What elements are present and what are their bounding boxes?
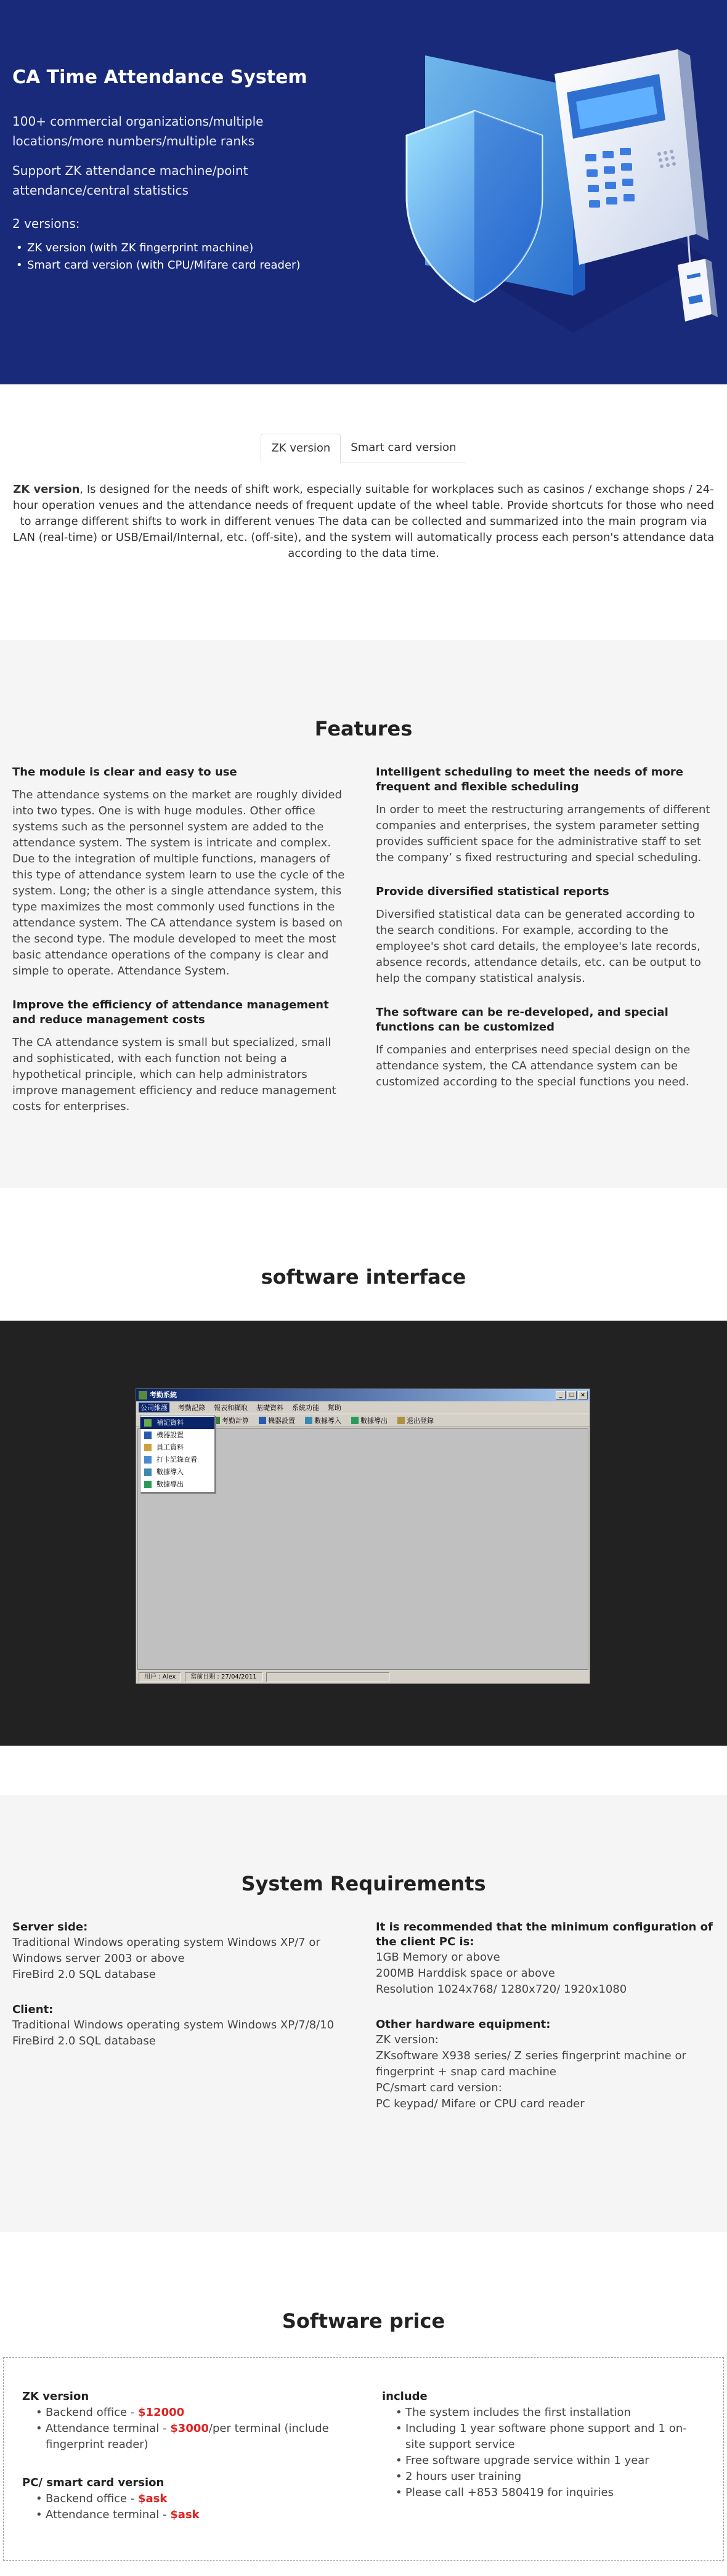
software-price-title: Software price bbox=[282, 2309, 445, 2333]
hero-description-1: 100+ commercial organizations/multiple locations/more numbers/multiple ranks bbox=[12, 114, 264, 148]
zk-price-list bbox=[35, 2405, 345, 2453]
hero-version-item: • Smart card version (with CPU/Mifare card reader) bbox=[12, 257, 357, 274]
feature-heading: Provide diversified statistical reports bbox=[376, 885, 609, 898]
feature-item bbox=[376, 885, 715, 987]
include-item: • The system includes the first installation bbox=[394, 2405, 705, 2421]
dropdown-label: 補記資料 bbox=[156, 1419, 184, 1427]
toolbar-label: 數據導入 bbox=[314, 1417, 341, 1425]
import-icon bbox=[305, 1417, 312, 1424]
close-icon[interactable]: × bbox=[578, 1391, 588, 1399]
hero-text bbox=[12, 67, 357, 274]
tab-smart-card-version[interactable]: Smart card version bbox=[351, 441, 457, 454]
server-side-heading: Server side: bbox=[12, 1921, 88, 1934]
price-label: Attendance terminal - bbox=[46, 2422, 171, 2435]
price-suffix: /per terminal (include fingerprint reader) bbox=[46, 2422, 329, 2451]
app-titlebar bbox=[136, 1389, 590, 1401]
hero-title: CA Time Attendance System bbox=[12, 67, 307, 88]
app-menubar bbox=[136, 1401, 590, 1414]
hero-versions-label: 2 versions: bbox=[12, 216, 80, 231]
dropdown-label: 員工資料 bbox=[156, 1443, 184, 1451]
price-value: $3000 bbox=[170, 2422, 209, 2435]
menu-item[interactable]: 系統功能 bbox=[292, 1404, 319, 1412]
feature-heading: Improve the efficiency of attendance management and reduce management costs bbox=[12, 998, 329, 1026]
import-icon bbox=[144, 1468, 152, 1476]
price-item bbox=[35, 2405, 345, 2421]
feature-item bbox=[376, 1005, 715, 1090]
export-icon bbox=[351, 1417, 359, 1424]
menu-item[interactable]: 幫助 bbox=[328, 1404, 341, 1412]
maximize-icon[interactable]: □ bbox=[567, 1391, 577, 1399]
price-box bbox=[3, 2357, 724, 2561]
export-icon bbox=[144, 1481, 152, 1488]
dropdown-item[interactable] bbox=[140, 1454, 214, 1466]
feature-text: The attendance systems on the market are roughly divided into two types. One is with huge modules. Other office systems such as the personnel system are added to the attendance system. The system is intricate and complex. Due to the integration of multiple functions, managers of this type of attendance system learn to use the cycle of the system. Long; the other is a single attendance system, this type maximizes the most commonly used functions in the attendance system. The CA attendance system is based on the second type. The module developed to meet the most basic attendance operations of the company is clear and simple to operate. Attendance System. bbox=[12, 788, 345, 978]
tab-zk-version[interactable]: ZK version bbox=[261, 434, 341, 463]
menu-item[interactable]: 公司維護 bbox=[139, 1403, 169, 1412]
dropdown-item[interactable] bbox=[140, 1441, 214, 1454]
price-label: Backend office - bbox=[46, 2406, 139, 2419]
version-tabs-section bbox=[0, 384, 727, 640]
features-left-column bbox=[12, 765, 351, 1133]
software-screenshot-frame bbox=[0, 1321, 727, 1746]
dropdown-item[interactable] bbox=[140, 1466, 214, 1478]
price-item bbox=[35, 2421, 345, 2453]
system-requirements-grid bbox=[0, 1920, 727, 2132]
status-date: 當前日期 : 27/04/2011 bbox=[185, 1672, 262, 1682]
sysreq-left-column bbox=[12, 1920, 351, 2132]
price-item bbox=[35, 2507, 345, 2523]
dropdown-label: 數據導出 bbox=[156, 1480, 184, 1488]
dropdown-item[interactable] bbox=[140, 1417, 214, 1429]
price-label: Attendance terminal - bbox=[46, 2508, 171, 2521]
server-line: FireBird 2.0 SQL database bbox=[12, 1968, 156, 1981]
client-line: FireBird 2.0 SQL database bbox=[12, 2035, 156, 2047]
min-config-block bbox=[376, 1920, 715, 1998]
hero-banner bbox=[0, 0, 727, 384]
status-empty bbox=[266, 1672, 389, 1682]
app-statusbar bbox=[136, 1671, 590, 1683]
user-icon bbox=[144, 1444, 152, 1451]
min-config-line: Resolution 1024x768/ 1280x720/ 1920x1080 bbox=[376, 1983, 627, 1996]
feature-heading: The module is clear and easy to use bbox=[12, 766, 237, 779]
software-interface-section bbox=[0, 1188, 727, 1746]
min-config-line: 1GB Memory or above bbox=[376, 1951, 500, 1964]
status-user: 用戶 : Alex bbox=[139, 1672, 181, 1682]
toolbar-label: 數據導出 bbox=[360, 1417, 388, 1425]
menu-item[interactable]: 基礎資料 bbox=[256, 1404, 283, 1412]
feature-item bbox=[12, 765, 351, 979]
hardware-line: PC keypad/ Mifare or CPU card reader bbox=[376, 2097, 585, 2110]
app-window bbox=[136, 1388, 590, 1684]
include-item: • 2 hours user training bbox=[394, 2469, 705, 2485]
include-list bbox=[394, 2405, 705, 2501]
version-intro bbox=[12, 482, 715, 562]
feature-text: Diversified statistical data can be generated according to the search conditions. For example, according to the employee's shot card details, the employee's late records, absence records, attendance details, etc. can be output to help the company statistical analysis. bbox=[376, 908, 701, 985]
price-item bbox=[35, 2491, 345, 2507]
record-icon bbox=[144, 1419, 152, 1427]
toolbar-button[interactable] bbox=[397, 1416, 434, 1425]
hardware-block bbox=[376, 2017, 715, 2112]
include-heading: include bbox=[382, 2390, 428, 2403]
feature-item bbox=[376, 765, 715, 866]
feature-text: The CA attendance system is small but specialized, small and sophisticated, with each function not being a hypothetical principle, which can help administrators improve management efficiency and reduce management costs for enterprises. bbox=[12, 1036, 336, 1113]
clock-icon bbox=[144, 1456, 152, 1464]
toolbar-button[interactable] bbox=[305, 1416, 341, 1425]
min-config-line: 200MB Harddisk space or above bbox=[376, 1967, 555, 1980]
feature-text: If companies and enterprises need special design on the attendance system, the CA attendance system can be customized according to the special functions you need. bbox=[376, 1043, 691, 1088]
price-value: $ask bbox=[170, 2508, 200, 2521]
dropdown-label: 機器設置 bbox=[156, 1431, 184, 1439]
include-item: • Please call +853 580419 for inquiries bbox=[394, 2485, 705, 2501]
features-right-column bbox=[376, 765, 715, 1133]
include-item: • Including 1 year software phone support and 1 on-site support service bbox=[394, 2421, 705, 2453]
client-line: Traditional Windows operating system Windows XP/7/8/10 bbox=[12, 2019, 335, 2031]
software-title-wrap bbox=[0, 1188, 727, 1321]
toolbar-label: 機器設置 bbox=[268, 1417, 295, 1425]
logout-icon bbox=[397, 1417, 405, 1424]
dropdown-item[interactable] bbox=[140, 1429, 214, 1441]
hardware-line: ZK version: bbox=[376, 2033, 439, 2046]
sysreq-right-column bbox=[376, 1920, 715, 2132]
toolbar-button[interactable] bbox=[259, 1416, 295, 1425]
features-title: Features bbox=[314, 717, 413, 740]
machine-icon bbox=[259, 1417, 266, 1424]
dropdown-item[interactable] bbox=[140, 1478, 214, 1491]
app-dropdown-menu bbox=[140, 1415, 215, 1493]
toolbar-label: 退出登錄 bbox=[407, 1417, 434, 1425]
software-interface-title: software interface bbox=[261, 1265, 466, 1289]
zk-price-heading: ZK version bbox=[22, 2390, 89, 2403]
price-left-column bbox=[22, 2389, 345, 2560]
server-side-block bbox=[12, 1920, 351, 1983]
intro-bold: ZK version bbox=[13, 483, 80, 496]
price-value: $ask bbox=[138, 2492, 168, 2505]
client-block bbox=[12, 2003, 351, 2049]
hero-description-2: Support ZK attendance machine/point attendance/central statistics bbox=[12, 163, 248, 198]
system-requirements-section bbox=[0, 1795, 727, 2232]
price-value: $12000 bbox=[138, 2406, 185, 2419]
toolbar-button[interactable] bbox=[351, 1416, 388, 1425]
features-grid bbox=[0, 765, 727, 1133]
pc-price-heading: PC/ smart card version bbox=[22, 2476, 164, 2489]
toolbar-label: 考勤計算 bbox=[222, 1417, 249, 1425]
price-label: Backend office - bbox=[46, 2492, 139, 2505]
minimize-icon[interactable]: _ bbox=[556, 1391, 566, 1399]
feature-heading: The software can be re-developed, and special functions can be customized bbox=[376, 1006, 668, 1034]
pc-price-list bbox=[35, 2491, 345, 2523]
hero-versions-list bbox=[12, 240, 357, 274]
intro-text: , Is designed for the needs of shift work, especially suitable for workplaces such as casinos / exchange shops / 24-hour operation venues and the attendance needs of frequent update of the wheel table. Provide shortcuts for those who need to arrange different shifts to work in different venues The data can be collected and summarized into the main program via LAN (real-time) or USB/Email/Internal, etc. (off-site), and the system will automatically process each person's attendance data according to the data time. bbox=[12, 483, 715, 560]
app-icon bbox=[139, 1391, 147, 1399]
system-requirements-title: System Requirements bbox=[241, 1872, 486, 1895]
machine-icon bbox=[144, 1432, 152, 1439]
server-line: Traditional Windows operating system Windows XP/7 or Windows server 2003 or above bbox=[12, 1936, 320, 1965]
hardware-heading: Other hardware equipment: bbox=[376, 2018, 551, 2031]
feature-heading: Intelligent scheduling to meet the needs of more frequent and flexible scheduling bbox=[376, 766, 683, 793]
window-controls bbox=[556, 1391, 588, 1399]
hero-version-item: • ZK version (with ZK fingerprint machine) bbox=[12, 240, 357, 257]
min-config-heading: It is recommended that the minimum configuration of the client PC is: bbox=[376, 1921, 713, 1948]
hardware-line: PC/smart card version: bbox=[376, 2081, 502, 2094]
menu-item[interactable]: 報表和擷取 bbox=[214, 1404, 248, 1412]
client-heading: Client: bbox=[12, 2003, 54, 2016]
software-price-section bbox=[0, 2232, 727, 2576]
dropdown-label: 數據導入 bbox=[156, 1468, 184, 1476]
version-tabs bbox=[261, 434, 466, 463]
include-item: • Free software upgrade service within 1 year bbox=[394, 2453, 705, 2469]
features-section bbox=[0, 640, 727, 1188]
menu-item[interactable]: 考勤記錄 bbox=[178, 1404, 205, 1412]
toolbar-button[interactable] bbox=[213, 1416, 249, 1425]
feature-text: In order to meet the restructuring arrangements of different companies and enterprises, the system parameter setting provides sufficient space for the administrative staff to set the company’ s fixed restructuring and special scheduling. bbox=[376, 803, 710, 864]
hardware-line: ZKsoftware X938 series/ Z series fingerprint machine or fingerprint + snap card machine bbox=[376, 2049, 686, 2078]
app-window-title: 考勤系統 bbox=[150, 1391, 177, 1399]
feature-item bbox=[12, 998, 351, 1115]
price-right-column bbox=[382, 2389, 705, 2560]
dropdown-label: 打卡記錄查看 bbox=[156, 1456, 197, 1464]
attendance-device-illustration bbox=[388, 31, 721, 363]
